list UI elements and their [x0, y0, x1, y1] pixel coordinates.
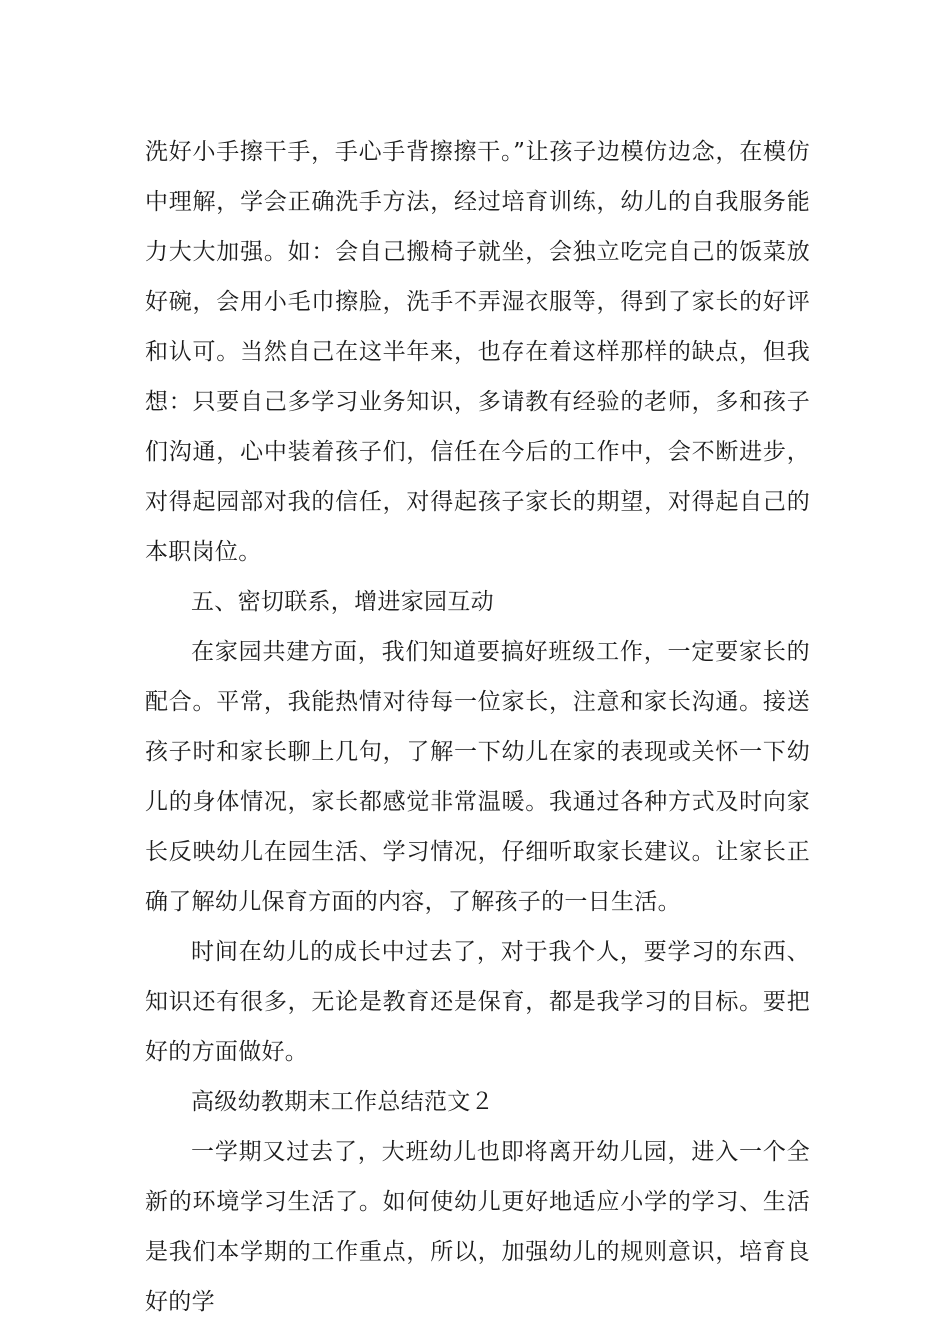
- paragraph-conclusion: 时间在幼儿的成长中过去了，对于我个人，要学习的东西、知识还有很多，无论是教育还是保育，都是我学习的目标。要把好的方面做好。: [145, 939, 810, 1065]
- document-body: [145, 127, 810, 1327]
- article-title-2: 高级幼教期末工作总结范文２: [191, 1089, 494, 1115]
- paragraph-continuation: 洗好小手擦干手，手心手背擦擦干。”让孩子边模仿边念，在模仿中理解，学会正确洗手方法，经过培育训练，幼儿的自我服务能力大大加强。如：会自己搬椅子就坐，会独立吃完自己的饭菜放好碗，会用小毛巾擦脸，洗手不弄湿衣服等，得到了家长的好评和认可。当然自己在这半年来，也存在着这样那样的缺点，但我想：只要自己多学习业务知识，多请教有经验的老师，多和孩子们沟通，心中装着孩子们，信任在今后的工作中，会不断进步，对得起园部对我的信任，对得起孩子家长的期望，对得起自己的本职岗位。: [145, 139, 810, 565]
- paragraph-intro-2: 一学期又过去了，大班幼儿也即将离开幼儿园，进入一个全新的环境学习生活了。如何使幼儿更好地适应小学的学习、生活是我们本学期的工作重点，所以，加强幼儿的规则意识，培育良好的学: [145, 1139, 810, 1315]
- section-heading-five: 五、密切联系，增进家园互动: [191, 589, 494, 615]
- paragraph-home-school: 在家园共建方面，我们知道要搞好班级工作，一定要家长的配合。平常，我能热情对待每一位家长，注意和家长沟通。接送孩子时和家长聊上几句，了解一下幼儿在家的表现或关怀一下幼儿的身体情况，家长都感觉非常温暖。我通过各种方式及时向家长反映幼儿在园生活、学习情况，仔细听取家长建议。让家长正确了解幼儿保育方面的内容，了解孩子的一日生活。: [145, 639, 810, 915]
